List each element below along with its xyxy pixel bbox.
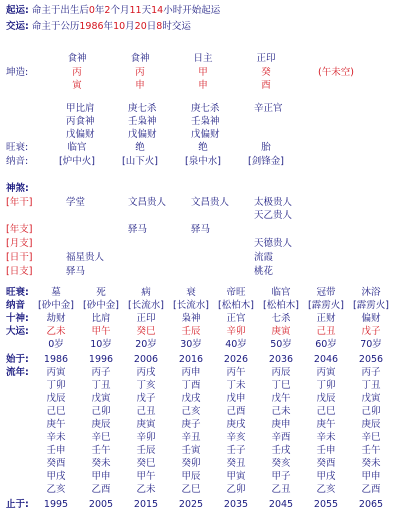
liunian-cell: 乙丑 — [271, 484, 291, 495]
end-year: 2005 — [88, 499, 114, 510]
liunian-cell: 戊辰 — [316, 393, 336, 404]
liunian-cell: 壬申 — [46, 445, 66, 456]
liunian-cell: 丙戌 — [136, 367, 156, 378]
dayun-wang-label: 旺衰: — [6, 287, 29, 298]
start-year: 1986 — [43, 354, 69, 365]
dayun-age: 20岁 — [135, 339, 157, 350]
liunian-cell: 甲午 — [136, 471, 156, 482]
liunian-cell: 辛未 — [46, 432, 66, 443]
hidden-stem: 戊偏财 — [66, 129, 95, 140]
shensha-cell: 驿马 — [66, 266, 86, 277]
wang-label: 旺衰: — [6, 142, 29, 153]
liunian-cell: 己未 — [271, 406, 291, 417]
liunian-cell: 丁丑 — [91, 380, 111, 391]
dayun-shishen-cell: 偏财 — [361, 313, 381, 324]
pillar-stem: 丙 — [135, 67, 145, 78]
pillar-branch: 申 — [198, 80, 208, 91]
wang-cell: 绝 — [198, 142, 208, 153]
shensha-cell: 文昌贵人 — [191, 197, 230, 208]
liunian-cell: 辛酉 — [271, 432, 291, 443]
liunian-cell: 辛未 — [316, 432, 336, 443]
liunian-cell: 丙子 — [361, 367, 381, 378]
end-label: 止于: — [6, 499, 29, 510]
start-year: 2036 — [268, 354, 294, 365]
hidden-stem: 辛正官 — [254, 103, 283, 114]
liunian-cell: 庚午 — [46, 419, 66, 430]
liunian-cell: 丁未 — [226, 380, 246, 391]
liunian-cell: 丁酉 — [181, 380, 201, 391]
liunian-cell: 戊申 — [226, 393, 246, 404]
liunian-cell: 辛巳 — [91, 432, 111, 443]
hidden-stem: 甲比肩 — [66, 103, 95, 114]
qiyun-label: 起运: — [6, 5, 29, 16]
liunian-cell: 甲戌 — [316, 471, 336, 482]
liunian-cell: 庚戌 — [226, 419, 246, 430]
hidden-stem: 庚七杀 — [128, 103, 157, 114]
dayun-wang-cell: 死 — [96, 287, 106, 298]
start-year: 2026 — [223, 354, 249, 365]
dayun-shishen-cell: 正官 — [226, 313, 246, 324]
liunian-cell: 辛亥 — [226, 432, 246, 443]
dayun-nayin-cell: [霹雳火] — [353, 300, 389, 311]
pillar-stem: 癸 — [261, 67, 271, 78]
pillar-branch: 申 — [135, 80, 145, 91]
liunian-cell: 癸未 — [361, 458, 381, 469]
liunian-cell: 己亥 — [181, 406, 201, 417]
liunian-cell: 庚申 — [271, 419, 291, 430]
liunian-cell: 丁亥 — [136, 380, 156, 391]
dayun-wang-cell: 病 — [141, 287, 151, 298]
dayun-nayin-label: 纳音 — [6, 300, 26, 311]
liunian-cell: 戊戌 — [181, 393, 201, 404]
liunian-cell: 庚寅 — [136, 419, 156, 430]
dayun-wang-cell: 临官 — [271, 287, 291, 298]
dayun-pillar: 戊子 — [361, 326, 381, 337]
dayun-nayin-cell: [松柏木] — [263, 300, 299, 311]
liunian-cell: 庚子 — [181, 419, 201, 430]
liunian-cell: 戊寅 — [91, 393, 111, 404]
dayun-age: 40岁 — [225, 339, 247, 350]
liunian-cell: 辛丑 — [181, 432, 201, 443]
dayun-wang-cell: 帝旺 — [226, 287, 246, 298]
hidden-stem: 壬枭神 — [191, 116, 220, 127]
dayun-shishen-cell: 劫财 — [46, 313, 66, 324]
end-year: 2015 — [133, 499, 159, 510]
dayun-age: 70岁 — [360, 339, 382, 350]
liunian-cell: 己巳 — [316, 406, 336, 417]
liunian-cell: 壬辰 — [136, 445, 156, 456]
wang-cell: 胎 — [261, 142, 271, 153]
dayun-nayin-cell: [砂中金] — [38, 300, 74, 311]
pillar-ten-god: 日主 — [193, 53, 213, 64]
liunian-cell: 乙未 — [136, 484, 156, 495]
pillar-stem: 甲 — [198, 67, 208, 78]
liunian-cell: 壬戌 — [271, 445, 291, 456]
liunian-cell: 丙申 — [181, 367, 201, 378]
kunzao-label: 坤造: — [6, 67, 29, 78]
liunian-cell: 甲申 — [361, 471, 381, 482]
liunian-cell: 乙亥 — [46, 484, 66, 495]
liunian-cell: 乙巳 — [181, 484, 201, 495]
dayun-shishen-label: 十神: — [6, 313, 29, 324]
liunian-cell: 癸酉 — [316, 458, 336, 469]
start-year: 2016 — [178, 354, 204, 365]
shensha-cell: 流霞 — [254, 252, 274, 263]
liunian-cell: 丙子 — [91, 367, 111, 378]
liunian-cell: 癸丑 — [226, 458, 246, 469]
liunian-cell: 己酉 — [226, 406, 246, 417]
shensha-cell: 天德贵人 — [254, 238, 293, 249]
shensha-cell: 桃花 — [254, 266, 274, 277]
shensha-cell: 文昌贵人 — [128, 197, 167, 208]
dayun-pillar: 乙未 — [46, 326, 66, 337]
dayun-age: 10岁 — [90, 339, 112, 350]
liunian-cell: 甲子 — [271, 471, 291, 482]
shensha-cell: 驿马 — [191, 224, 211, 235]
end-year: 2055 — [313, 499, 339, 510]
jiaoyun-line — [6, 22, 191, 32]
dayun-shishen-cell: 正印 — [136, 313, 156, 324]
pillar-ten-god: 食神 — [130, 53, 150, 64]
liunian-cell: 丁卯 — [316, 380, 336, 391]
pillar-ten-god: 正印 — [256, 53, 276, 64]
wang-cell: 临官 — [67, 142, 87, 153]
hidden-stem: 庚七杀 — [191, 103, 220, 114]
shensha-cell: 学堂 — [66, 197, 86, 208]
liunian-cell: 丙午 — [226, 367, 246, 378]
shensha-row-label: [月支] — [6, 238, 33, 249]
dayun-pillar: 壬辰 — [181, 326, 201, 337]
liunian-cell: 癸巳 — [136, 458, 156, 469]
end-year: 1995 — [43, 499, 69, 510]
dayun-shishen-cell: 七杀 — [271, 313, 291, 324]
nayin-cell: [泉中水] — [185, 156, 221, 167]
liunian-cell: 丁卯 — [46, 380, 66, 391]
start-year: 2046 — [313, 354, 339, 365]
liunian-cell: 丙寅 — [316, 367, 336, 378]
nayin-cell: [炉中火] — [59, 156, 95, 167]
dayun-age: 0岁 — [48, 339, 64, 350]
liunian-cell: 癸酉 — [46, 458, 66, 469]
end-year: 2035 — [223, 499, 249, 510]
liunian-cell: 乙亥 — [316, 484, 336, 495]
dayun-label: 大运: — [6, 326, 29, 337]
liunian-cell: 庚辰 — [91, 419, 111, 430]
liunian-cell: 庚辰 — [361, 419, 381, 430]
liunian-cell: 辛巳 — [361, 432, 381, 443]
shensha-cell: 天乙贵人 — [254, 210, 293, 221]
pillar-branch: 酉 — [261, 80, 271, 91]
shensha-cell: 驿马 — [128, 224, 148, 235]
liunian-cell: 癸亥 — [271, 458, 291, 469]
liunian-cell: 壬午 — [91, 445, 111, 456]
dayun-wang-cell: 沐浴 — [361, 287, 381, 298]
liunian-cell: 己卯 — [91, 406, 111, 417]
shensha-row-label: [日支] — [6, 266, 33, 277]
liunian-cell: 壬寅 — [181, 445, 201, 456]
dayun-nayin-cell: [长流水] — [173, 300, 209, 311]
end-year: 2025 — [178, 499, 204, 510]
dayun-pillar: 己丑 — [316, 326, 336, 337]
dayun-wang-cell: 墓 — [51, 287, 61, 298]
liunian-cell: 壬午 — [361, 445, 381, 456]
liunian-cell: 己卯 — [361, 406, 381, 417]
liunian-cell: 乙酉 — [91, 484, 111, 495]
dayun-pillar: 癸巳 — [136, 326, 156, 337]
shensha-row-label: [年干] — [6, 197, 33, 208]
dayun-shishen-cell: 正财 — [316, 313, 336, 324]
liunian-label: 流年: — [6, 367, 29, 378]
dayun-pillar: 辛卯 — [226, 326, 246, 337]
dayun-nayin-cell: [松柏木] — [218, 300, 254, 311]
start-year: 2056 — [358, 354, 384, 365]
jiaoyun-label: 交运: — [6, 21, 29, 32]
liunian-cell: 己丑 — [136, 406, 156, 417]
liunian-cell: 甲戌 — [46, 471, 66, 482]
liunian-cell: 戊午 — [271, 393, 291, 404]
shensha-cell: 太极贵人 — [254, 197, 293, 208]
qiyun-line — [6, 6, 220, 16]
dayun-pillar: 甲午 — [91, 326, 111, 337]
qiyun-text: 命主于出生后0年2个月11天14小时开始起运 — [31, 5, 221, 16]
liunian-cell: 甲申 — [91, 471, 111, 482]
end-year: 2045 — [268, 499, 294, 510]
liunian-cell: 癸卯 — [181, 458, 201, 469]
dayun-pillar: 庚寅 — [271, 326, 291, 337]
kongwang: (午未空) — [318, 67, 354, 78]
dayun-nayin-cell: [长流水] — [128, 300, 164, 311]
dayun-nayin-cell: [砂中金] — [83, 300, 119, 311]
hidden-stem: 戊偏财 — [128, 129, 157, 140]
liunian-cell: 庚午 — [316, 419, 336, 430]
liunian-cell: 癸未 — [91, 458, 111, 469]
pillar-branch: 寅 — [72, 80, 82, 91]
shensha-label: 神煞: — [6, 183, 29, 194]
hidden-stem: 壬枭神 — [128, 116, 157, 127]
jiaoyun-text: 命主于公历1986年10月20日8时交运 — [31, 21, 191, 32]
dayun-shishen-cell: 枭神 — [181, 313, 201, 324]
nayin-cell: [山下火] — [122, 156, 158, 167]
nayin-label: 纳音: — [6, 156, 29, 167]
liunian-cell: 甲寅 — [226, 471, 246, 482]
start-year: 2006 — [133, 354, 159, 365]
liunian-cell: 壬子 — [226, 445, 246, 456]
liunian-cell: 乙酉 — [361, 484, 381, 495]
liunian-cell: 戊辰 — [46, 393, 66, 404]
liunian-cell: 丙辰 — [271, 367, 291, 378]
liunian-cell: 丁丑 — [361, 380, 381, 391]
pillar-ten-god: 食神 — [67, 53, 87, 64]
liunian-cell: 甲辰 — [181, 471, 201, 482]
start-label: 始于: — [6, 354, 29, 365]
shensha-cell: 福星贵人 — [66, 252, 105, 263]
dayun-nayin-cell: [霹雳火] — [308, 300, 344, 311]
pillar-stem: 丙 — [72, 67, 82, 78]
liunian-cell: 丙寅 — [46, 367, 66, 378]
dayun-wang-cell: 冠带 — [316, 287, 336, 298]
liunian-cell: 乙卯 — [226, 484, 246, 495]
liunian-cell: 己巳 — [46, 406, 66, 417]
liunian-cell: 戊寅 — [361, 393, 381, 404]
liunian-cell: 戊子 — [136, 393, 156, 404]
dayun-shishen-cell: 比肩 — [91, 313, 111, 324]
end-year: 2065 — [358, 499, 384, 510]
hidden-stem: 戊偏财 — [191, 129, 220, 140]
start-year: 1996 — [88, 354, 114, 365]
shensha-row-label: [年支] — [6, 224, 33, 235]
dayun-age: 50岁 — [270, 339, 292, 350]
liunian-cell: 壬申 — [316, 445, 336, 456]
wang-cell: 绝 — [135, 142, 145, 153]
hidden-stem: 丙食神 — [66, 116, 95, 127]
shensha-row-label: [日干] — [6, 252, 33, 263]
dayun-age: 30岁 — [180, 339, 202, 350]
dayun-age: 60岁 — [315, 339, 337, 350]
liunian-cell: 辛卯 — [136, 432, 156, 443]
dayun-wang-cell: 衰 — [186, 287, 196, 298]
liunian-cell: 丁巳 — [271, 380, 291, 391]
nayin-cell: [剑锋金] — [248, 156, 284, 167]
